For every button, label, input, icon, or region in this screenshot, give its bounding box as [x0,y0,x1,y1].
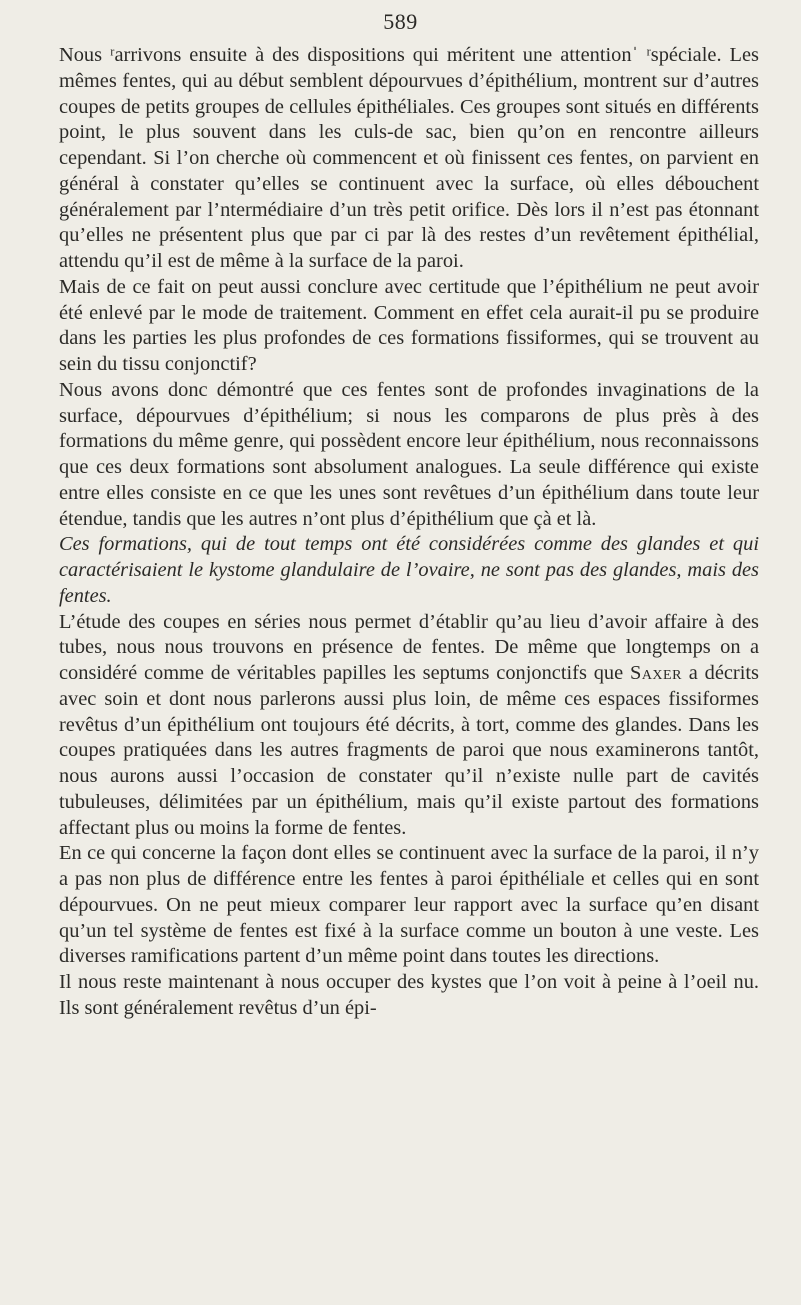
paragraph-1: Nous ʳarrivons ensuite à des dispositions qui méritent une attentionˈ ʳspéciale. Les mêmes fentes, qui au début semblent dépourvues d’épithélium, montrent sur d’autres coupes de petits groupes de cellules épithéliales. Ces groupes sont situés en différents point, le plus souvent dans les culs-de sac, bien qu’on en rencontre ailleurs cependant. Si l’on cherche où commencent et où finissent ces fentes, on parvient en général à constater qu’elles se continuent avec la surface, où elles débouchent généralement par l’ntermédiaire d’un très petit orifice. Dès lors il n’est pas étonnant qu’elles ne présentent plus que par ci par là des restes d’un revêtement épithélial, attendu qu’il est de même à la surface de la paroi. [59,44,759,272]
paragraph-4-conclusion: Ces formations, qui de tout temps ont été considérées comme des glandes et qui caractérisaient le kystome glandulaire de l’ovaire, ne sont pas des glandes, mais des fentes. [59,533,759,607]
page-number: 589 [383,9,418,34]
paragraph-2: Mais de ce fait on peut aussi conclure avec certitude que l’épithélium ne peut avoir été enlevé par le mode de traitement. Comment en effet cela aurait-il pu se produire dans les parties les plus profondes de ces formations fissiformes, qui se trouvent au sein du tissu conjonctif? [59,275,759,375]
paragraph-5-text-after: a décrits avec soin et dont nous parlerons aussi plus loin, de même ces espaces fissiformes revêtus d’un épithélium ont toujours été décrits, à tort, comme des glandes. Dans les coupes pratiquées dans les autres fragments de paroi que nous examinerons tantôt, nous aurons aussi l’occasion de constater qu’il n’existe nulle part de cavités tubuleuses, délimitées par un épithélium, mais qu’il existe partout des formations affectant plus ou moins la forme de fentes. [59,662,759,839]
paragraph-5 [59,610,759,842]
paragraph-6: En ce qui concerne la façon dont elles se continuent avec la surface de la paroi, il n’y a pas non plus de différence entre les fentes à paroi épithéliale et celles qui en sont dépourvues. On ne peut mieux comparer leur rapport avec la surface qu’en disant qu’un tel système de fentes est fixé à la surface comme un bouton à une veste. Les diverses ramifications partent d’un même point dans toutes les directions. [59,842,759,968]
paragraph-3: Nous avons donc démontré que ces fentes sont de profondes invaginations de la surface, dépourvues d’épithélium; si nous les comparons de plus près à des formations du même genre, qui possèdent encore leur épithélium, nous reconnaissons que ces deux formations sont absolument analogues. La seule différence qui existe entre elles consiste en ce que les unes sont revêtues d’un épithélium dans toute leur étendue, tandis que les autres n’ont plus d’épithélium que çà et là. [59,378,759,530]
body-text [59,43,759,1022]
author-name-saxer: Saxer [629,662,682,684]
paragraph-5-text-before: L’étude des coupes en séries nous permet d’établir qu’au lieu d’avoir affaire à des tubes, nous nous trouvons en présence de fentes. De même que longtemps on a considéré comme de véritables papilles les septums conjonctifs que [59,610,759,684]
paragraph-7: Il nous reste maintenant à nous occuper des kystes que l’on voit à peine à l’oeil nu. Ils sont généralement revêtus d’un épi- [59,971,759,1019]
